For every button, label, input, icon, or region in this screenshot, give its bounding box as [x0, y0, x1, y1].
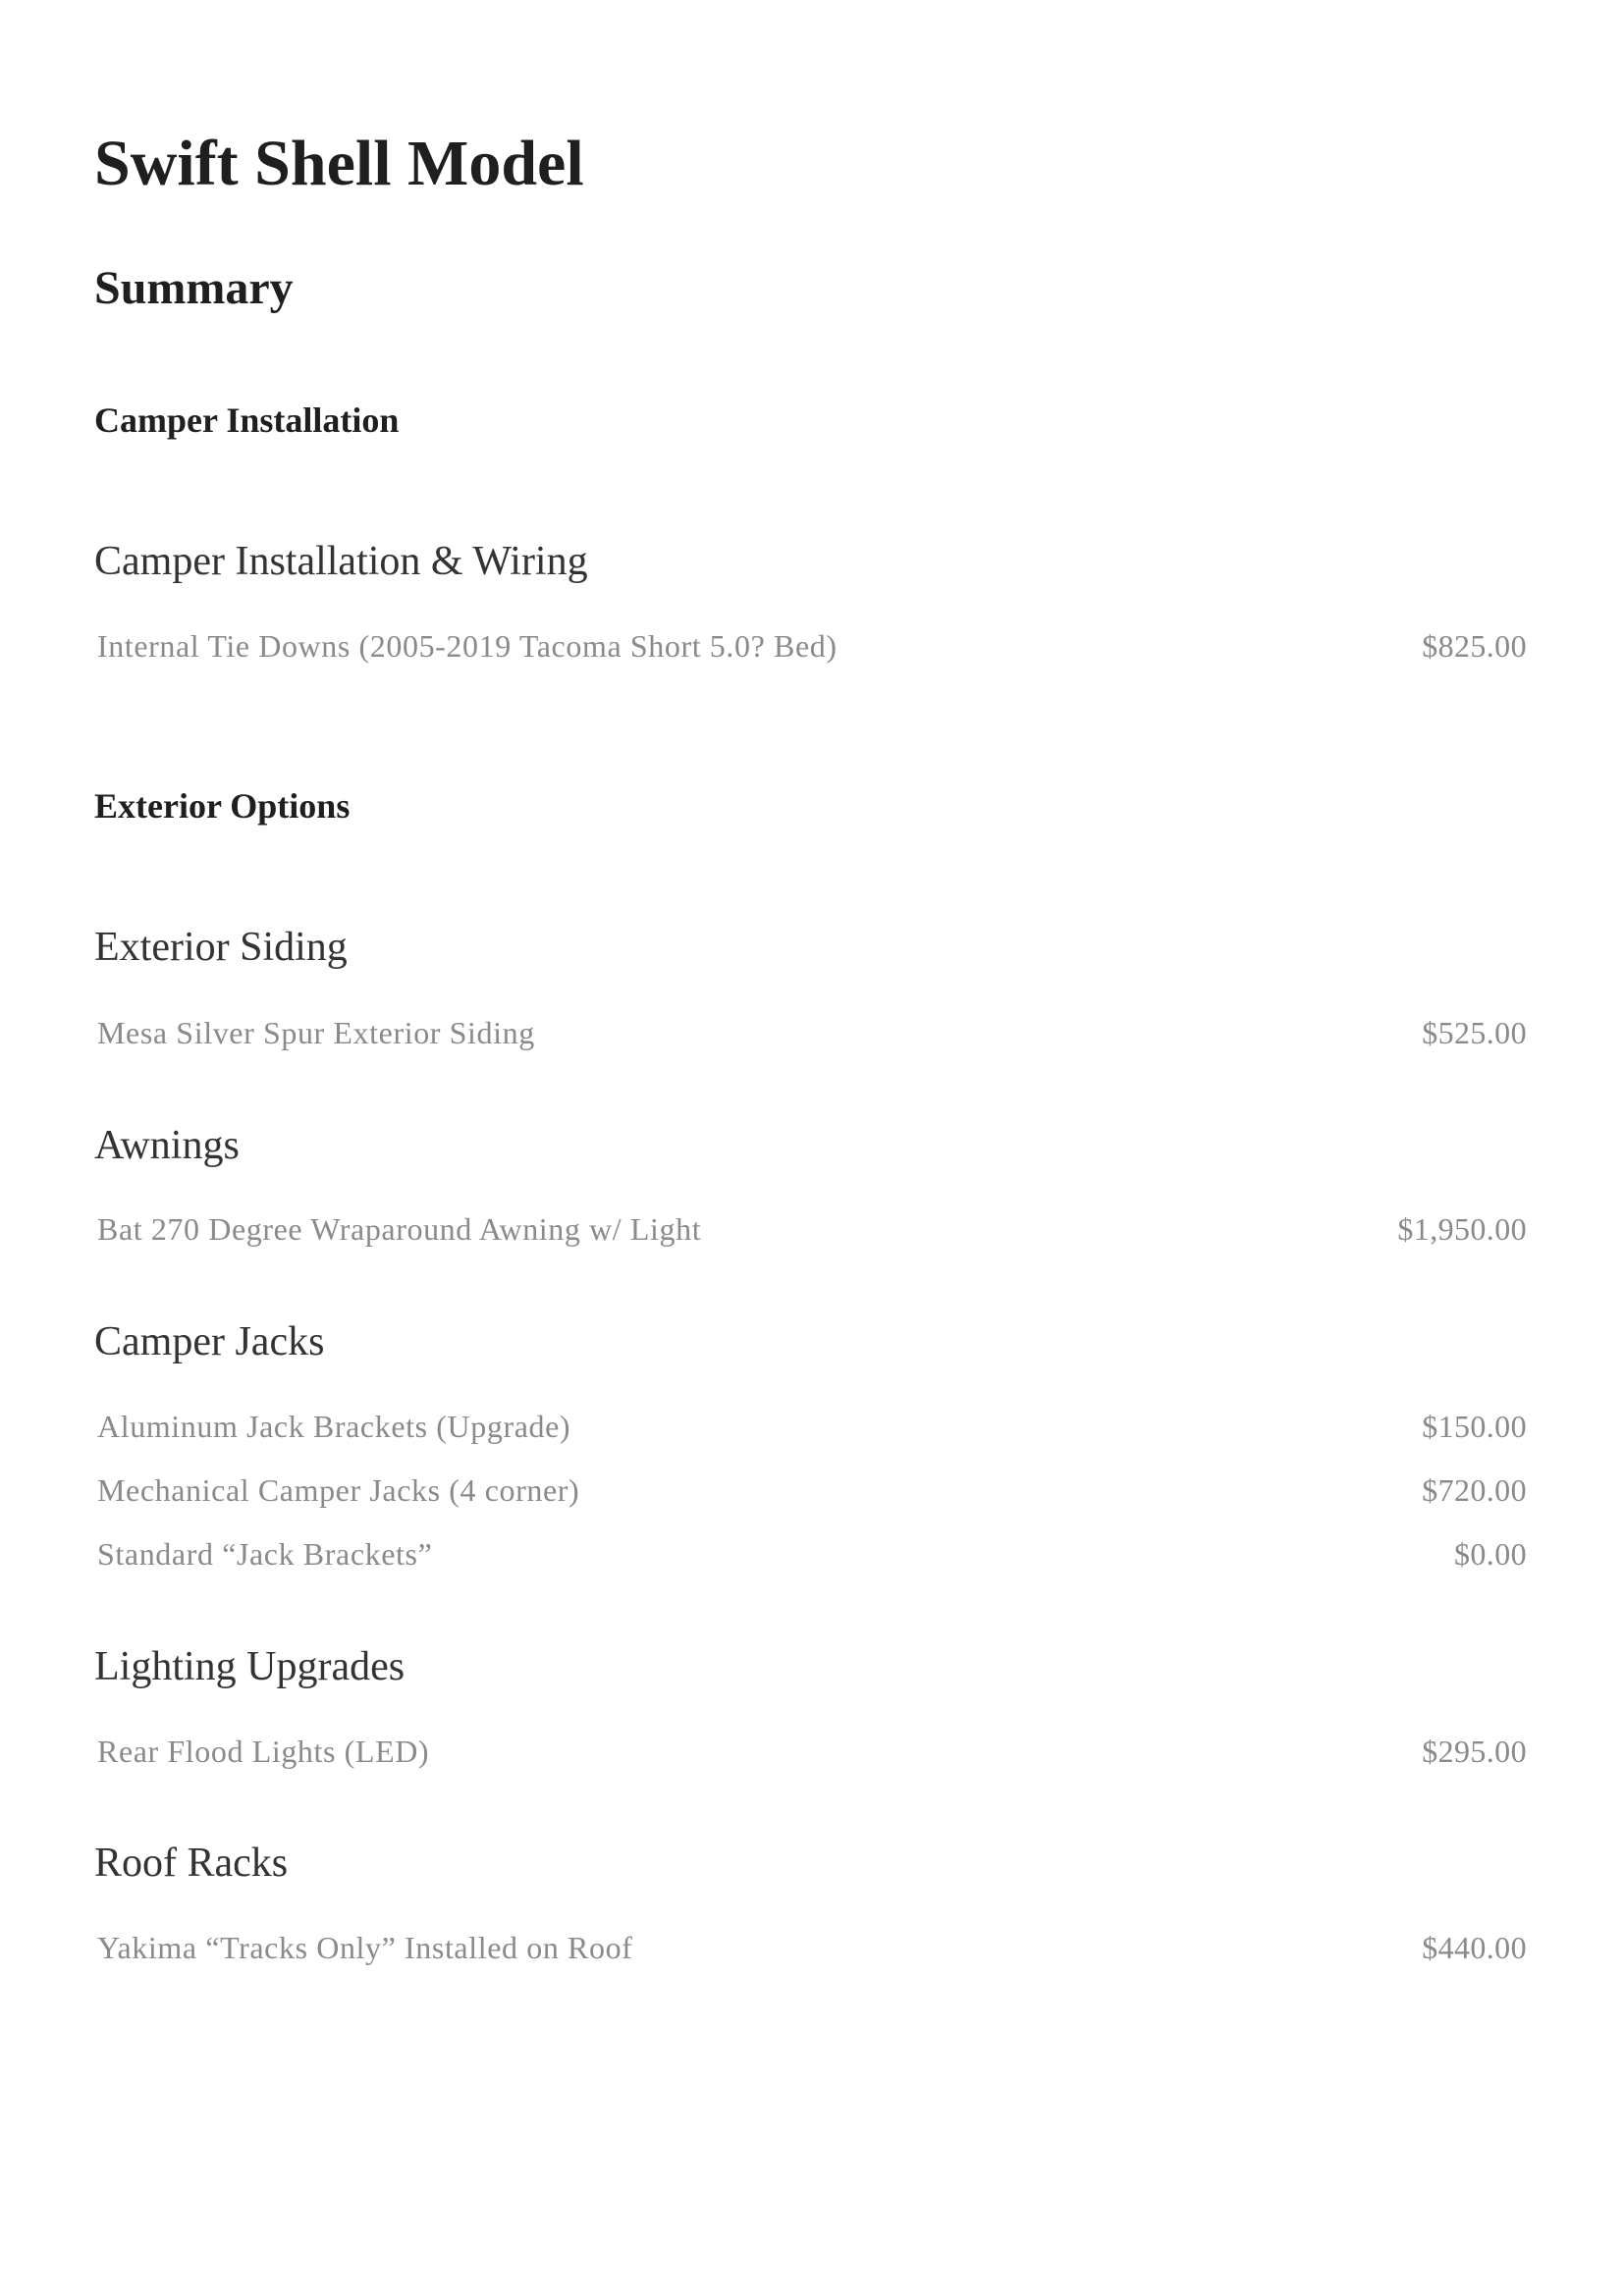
line-item-name: Aluminum Jack Brackets (Upgrade) — [97, 1409, 571, 1444]
line-item — [97, 1411, 1527, 1450]
section-heading-exterior-options: Exterior Options — [94, 786, 351, 826]
line-item-name: Mechanical Camper Jacks (4 corner) — [97, 1472, 580, 1508]
line-item-price: $720.00 — [1422, 1472, 1527, 1508]
group-heading-awnings: Awnings — [94, 1123, 240, 1168]
line-item — [97, 1932, 1527, 1971]
line-item-price: $150.00 — [1422, 1409, 1527, 1444]
line-item — [97, 1474, 1527, 1514]
page-subtitle: Summary — [94, 262, 294, 314]
line-item-price: $0.00 — [1454, 1536, 1527, 1572]
line-item-price: $295.00 — [1422, 1734, 1527, 1769]
line-item-price: $825.00 — [1422, 628, 1527, 664]
line-item-price: $525.00 — [1422, 1015, 1527, 1050]
line-item-price: $1,950.00 — [1397, 1211, 1527, 1247]
group-heading-roof-racks: Roof Racks — [94, 1841, 289, 1886]
group-heading-exterior-siding: Exterior Siding — [94, 925, 348, 970]
line-item-name: Internal Tie Downs (2005-2019 Tacoma Short 5.0? Bed) — [97, 628, 838, 664]
line-item-name: Rear Flood Lights (LED) — [97, 1734, 430, 1769]
group-heading-camper-jacks: Camper Jacks — [94, 1319, 325, 1364]
section-heading-camper-installation: Camper Installation — [94, 400, 400, 440]
line-item-name: Yakima “Tracks Only” Installed on Roof — [97, 1930, 633, 1965]
line-item-price: $440.00 — [1422, 1930, 1527, 1965]
line-item-name: Standard “Jack Brackets” — [97, 1536, 433, 1572]
line-item — [97, 1017, 1527, 1056]
line-item — [97, 1538, 1527, 1577]
page-title: Swift Shell Model — [94, 128, 584, 199]
line-item-name: Bat 270 Degree Wraparound Awning w/ Light — [97, 1211, 702, 1247]
line-item — [97, 1213, 1527, 1253]
line-item-name: Mesa Silver Spur Exterior Siding — [97, 1015, 535, 1050]
line-item — [97, 1735, 1527, 1775]
line-item — [97, 630, 1527, 669]
group-heading-camper-installation-wiring: Camper Installation & Wiring — [94, 539, 588, 584]
group-heading-lighting-upgrades: Lighting Upgrades — [94, 1644, 406, 1689]
